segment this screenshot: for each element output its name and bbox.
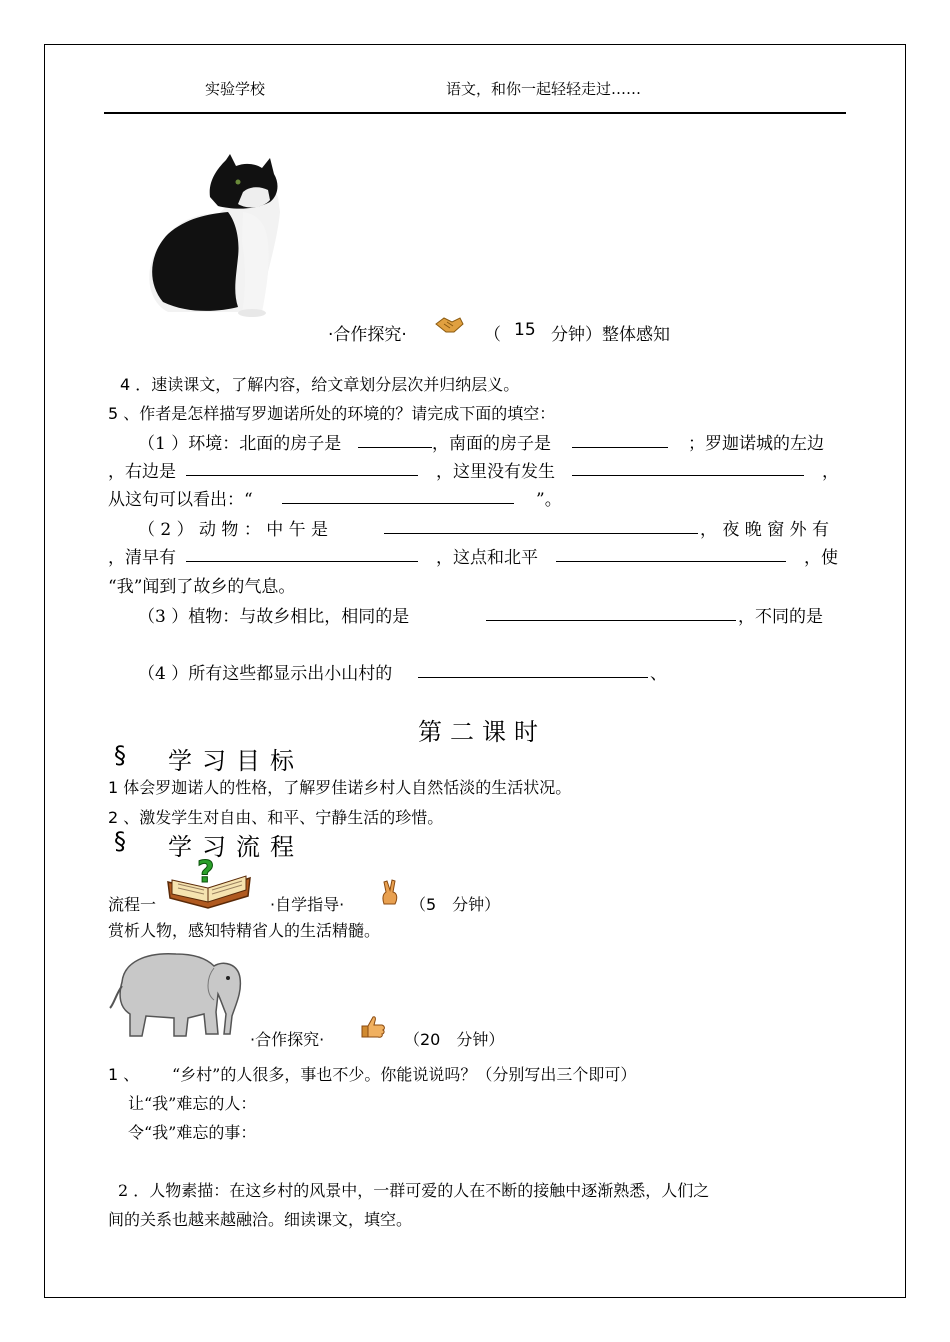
question-5: 5 、作者是怎样描写罗迦诺所处的环境的？请完成下面的填空：	[108, 404, 556, 423]
header-motto: 语文，和你一起轻轻走过……	[446, 80, 642, 98]
blank-south-houses[interactable]	[572, 431, 668, 448]
env-nothing-label: ，这里没有发生	[436, 462, 555, 482]
blank-right-side[interactable]	[186, 459, 418, 476]
activity-time-unit: 分钟）整体感知	[551, 325, 670, 345]
flow1-desc: 赏析人物，感知特精省人的生活精髓。	[108, 921, 381, 940]
env-right-label: ，右边是	[108, 462, 176, 482]
plants-different-label: ，不同的是	[738, 607, 823, 627]
coop-activity: ·合作探究·	[250, 1030, 325, 1049]
elephant-image	[106, 942, 246, 1040]
school-name: 实验学校	[205, 80, 266, 98]
victory-hand-icon	[380, 878, 402, 906]
summary-label: （4 ）所有这些都显示出小山村的	[138, 664, 393, 684]
blank-morning[interactable]	[186, 545, 418, 562]
blank-conclusion[interactable]	[282, 487, 514, 504]
env-conclusion-label: 从这句可以看出：“	[108, 490, 253, 510]
svg-text:?: ?	[197, 855, 215, 890]
animals-morning-label: ，清早有	[108, 548, 176, 568]
header-rule	[104, 112, 846, 114]
blank-summary[interactable]	[418, 661, 648, 678]
env-conclusion-close: ”。	[536, 490, 562, 510]
coop-q2-line1: 2 ．人物素描：在这乡村的风景中，一群可爱的人在不断的接触中逐渐熟悉，人们之	[118, 1181, 710, 1200]
activity-time-open: （	[484, 325, 501, 345]
animals-make-label: ，使	[804, 548, 838, 568]
flow1-activity: ·自学指导·	[270, 895, 345, 914]
env-label: （1 ）环境：北面的房子是	[138, 434, 342, 454]
flow-mark: §	[114, 827, 136, 855]
blank-noon[interactable]	[384, 517, 698, 534]
env-comma: ，	[822, 462, 839, 482]
goal-1: 1 体会罗迦诺人的性格，了解罗佳诺乡村人自然恬淡的生活状况。	[108, 778, 572, 797]
lesson2-title: 第二课时	[418, 718, 546, 746]
flow-title: 学习流程	[168, 833, 304, 861]
blank-nothing-happened[interactable]	[572, 459, 804, 476]
plants-label: （3 ）植物：与故乡相比，相同的是	[138, 607, 410, 627]
animals-hometown: “我”闻到了故乡的气息。	[108, 577, 296, 597]
flow1-label: 流程一	[108, 895, 157, 914]
blank-north-houses[interactable]	[358, 431, 432, 448]
goals-mark: §	[114, 741, 136, 769]
coop-time: （20 分钟）	[404, 1030, 505, 1049]
coop-q1-num: 1 、	[108, 1065, 140, 1084]
cat-image	[138, 152, 288, 318]
summary-sep: 、	[650, 664, 667, 684]
activity-time-num: 15	[514, 320, 536, 340]
animals-night-label: ， 夜 晚 窗 外 有	[700, 520, 830, 540]
env-left-label: ；罗迦诺城的左边	[688, 434, 824, 454]
goal-2: 2 、激发学生对自由、和平、宁静生活的珍惜。	[108, 808, 444, 827]
coop-q2-line2: 间的关系也越来越融洽。细读课文，填空。	[108, 1210, 413, 1229]
book-question-icon	[164, 852, 254, 910]
animals-beiping-label: ，这点和北平	[436, 548, 538, 568]
flow1-time: （5 分钟）	[410, 895, 501, 914]
handshake-icon	[434, 314, 464, 336]
thumbs-up-icon	[360, 1014, 386, 1038]
goals-title: 学习目标	[168, 747, 304, 775]
activity-label: ·合作探究·	[328, 325, 407, 345]
blank-plants-same[interactable]	[486, 604, 736, 621]
coop-q1-events: 令“我”难忘的事：	[128, 1123, 257, 1142]
env-south-label: ，南面的房子是	[432, 434, 551, 454]
animals-label: （ 2 ） 动 物 ： 中 午 是	[138, 520, 329, 540]
question-4: 4 ．速读课文，了解内容，给文章划分层次并归纳层义。	[120, 375, 520, 394]
coop-q1-people: 让“我”难忘的人：	[128, 1094, 257, 1113]
coop-q1-text: “乡村”的人很多，事也不少。你能说说吗？（分别写出三个即可）	[172, 1065, 637, 1084]
blank-beiping[interactable]	[556, 545, 786, 562]
